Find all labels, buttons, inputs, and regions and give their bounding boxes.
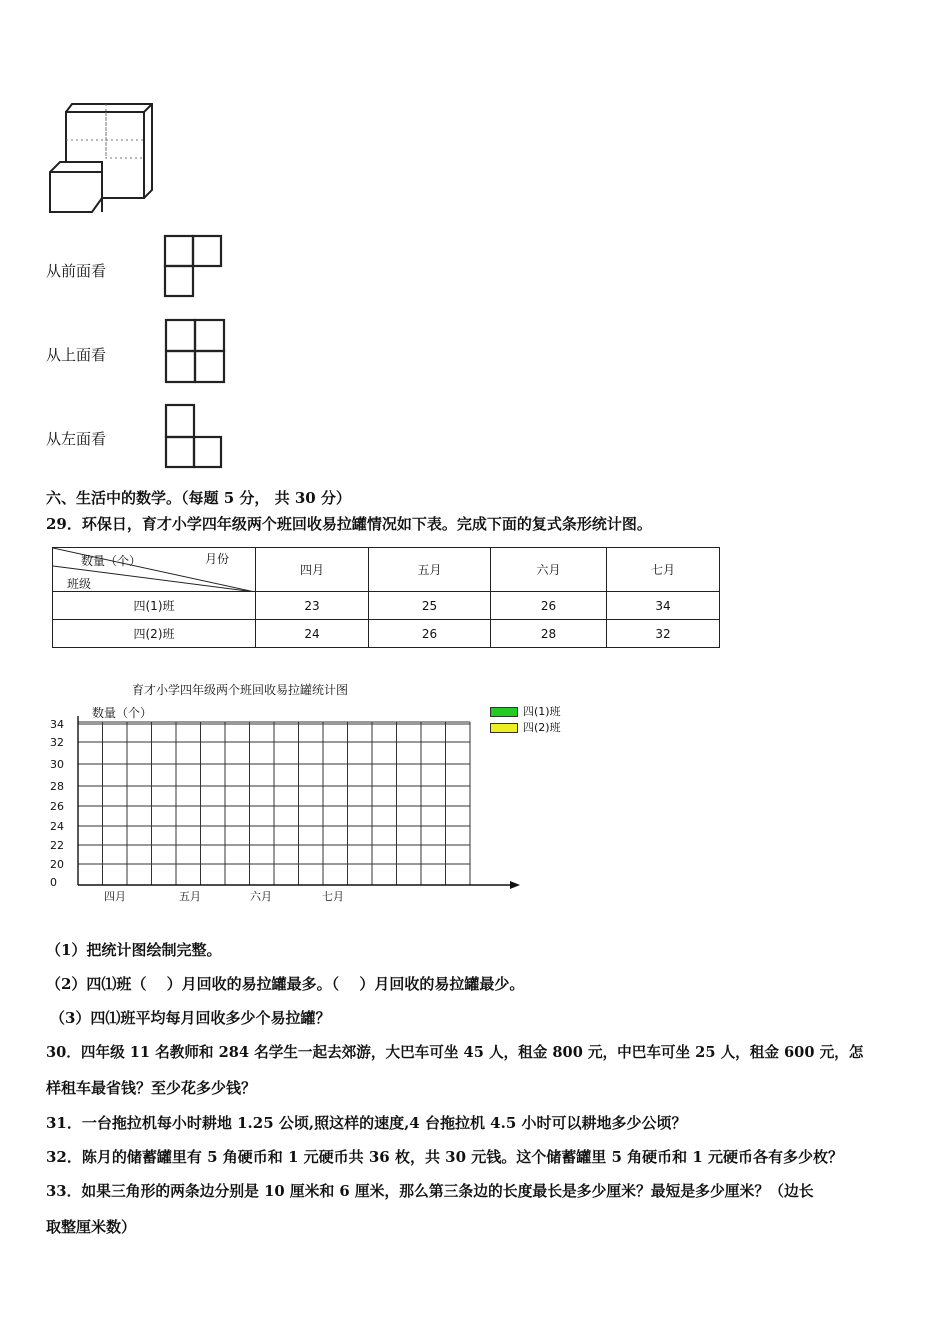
- x-category-label: 七月: [322, 890, 344, 903]
- legend-label-class2: 四(2)班: [523, 721, 561, 734]
- bar-chart-grid: [40, 700, 540, 915]
- y-tick-label: 30: [50, 758, 64, 771]
- legend-label-class1: 四(1)班: [523, 705, 561, 718]
- x-category-label: 五月: [179, 890, 201, 903]
- table-header-month: 六月: [491, 548, 607, 592]
- question-29-part-1: （1）把统计图绘制完整。: [46, 941, 222, 959]
- corner-quantity-label: 数量（个）: [81, 554, 142, 568]
- table-cell: 23: [256, 592, 369, 620]
- table-cell: 25: [369, 592, 491, 620]
- question-33-line-2: 取整厘米数）: [46, 1218, 137, 1236]
- table-row-label: 四(2)班: [53, 620, 256, 648]
- question-29-part-3: （3）四⑴班平均每月回收多少个易拉罐？: [50, 1009, 331, 1027]
- x-axis-arrow: [510, 881, 520, 889]
- left-view-label: 从左面看: [46, 430, 107, 448]
- collection-table: [52, 547, 720, 648]
- question-31: 31．一台拖拉机每小时耕地 1.25 公顷,照这样的速度,4 台拖拉机 4.5 小时可以耕地多少公顷？: [46, 1114, 687, 1132]
- corner-class-label: 班级: [67, 577, 92, 591]
- y-tick-label: 34: [50, 718, 64, 731]
- table-cell: 26: [369, 620, 491, 648]
- table-cell: 28: [491, 620, 607, 648]
- front-view-grid: [163, 234, 225, 300]
- y-tick-label: 22: [50, 839, 64, 852]
- y-tick-label: 28: [50, 780, 64, 793]
- front-view-label: 从前面看: [46, 262, 107, 280]
- y-tick-label: 26: [50, 800, 64, 813]
- left-view-grid: [163, 402, 225, 470]
- table-corner-cell: [53, 548, 256, 592]
- y-axis-label: 数量（个）: [92, 706, 153, 720]
- table-cell: 32: [607, 620, 720, 648]
- question-32: 32．陈月的储蓄罐里有 5 角硬币和 1 元硬币共 36 枚，共 30 元钱。这个储蓄罐里 5 角硬币和 1 元硬币各有多少枚？: [46, 1148, 844, 1166]
- table-header-month: 四月: [256, 548, 369, 592]
- table-row-label: 四(1)班: [53, 592, 256, 620]
- y-tick-label: 20: [50, 858, 64, 871]
- table-cell: 34: [607, 592, 720, 620]
- question-30-line-1: 30．四年级 11 名教师和 284 名学生一起去郊游，大巴车可坐 45 人，租金 800 元，中巴车可坐 25 人，租金 600 元，怎: [46, 1044, 864, 1061]
- table-cell: 24: [256, 620, 369, 648]
- chart-title: 育才小学四年级两个班回收易拉罐统计图: [132, 683, 349, 697]
- question-30-line-2: 样租车最省钱？至少花多少钱？: [46, 1079, 257, 1097]
- question-29-part-2: （2）四⑴班（ ）月回收的易拉罐最多。（ ）月回收的易拉罐最少。: [46, 975, 525, 993]
- y-tick-label: 24: [50, 820, 64, 833]
- question-33-line-1: 33．如果三角形的两条边分别是 10 厘米和 6 厘米，那么第三条边的长度最长是多少厘米？最短是多少厘米？（边长: [46, 1183, 814, 1200]
- y-tick-label: 0: [50, 876, 57, 889]
- section-title: 六、生活中的数学。（每题 5 分， 共 30 分）: [46, 489, 351, 507]
- y-tick-label: 32: [50, 736, 64, 749]
- table-cell: 26: [491, 592, 607, 620]
- solid-figure-drawing: [44, 100, 159, 220]
- top-view-label: 从上面看: [46, 346, 107, 364]
- x-category-label: 四月: [104, 890, 126, 903]
- x-category-label: 六月: [250, 890, 272, 903]
- top-view-grid: [163, 317, 229, 385]
- table-header-month: 五月: [369, 548, 491, 592]
- corner-month-label: 月份: [205, 552, 230, 566]
- question-29: 29．环保日，育才小学四年级两个班回收易拉罐情况如下表。完成下面的复式条形统计图。: [46, 515, 652, 533]
- table-header-month: 七月: [607, 548, 720, 592]
